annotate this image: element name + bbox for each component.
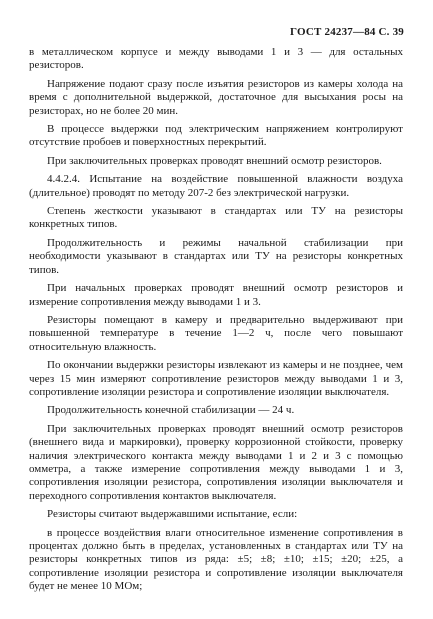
paragraph-9: Резисторы помещают в камеру и предварительно выдерживают при повышенной температуре в течение 1—2 ч, после чего повышают относительную влажность. — [29, 313, 403, 353]
paragraph-7: Продолжительность и режимы начальной стабилизации при необходимости указывают в стандартах или ТУ на резисторы конкретных типов. — [29, 236, 403, 276]
paragraph-10: По окончании выдержки резисторы извлекают из камеры и не позднее, чем через 15 мин измеряют сопротивление резисторов между выводами 1 и 3, сопротивление изоляции резистора и сопротивление изоляции выключателя. — [29, 359, 403, 398]
paragraph-6: Степень жесткости указывают в стандартах или ТУ на резисторы конкретных типов. — [29, 205, 403, 231]
paragraph-14: в процессе воздействия влаги относительное изменение сопротивления в процентах должно быть в пределах, установленных в стандартах или ТУ на резисторы конкретных типов из ряда: ±5; ±8; ±10; ±15; ±20; ±25, а сопротивление изоляции резистора и сопротивление изоляции выключателя будет не менее 10 МОм; — [29, 526, 403, 593]
paragraph-13: Резисторы считают выдержавшими испытание, если: — [47, 508, 298, 521]
paragraph-11: Продолжительность конечной стабилизации — 24 ч. — [47, 404, 295, 417]
paragraph-4: При заключительных проверках проводят внешний осмотр резисторов. — [47, 154, 382, 167]
paragraph-3: В процессе выдержки под электрическим напряжением контролируют отсутствие пробоев и поверхностных перекрытий. — [29, 123, 403, 149]
paragraph-12: При заключительных проверках проводят внешний осмотр резисторов (внешнего вида и маркировки), проверку коррозионной стойкости, проверку наличия электрического контакта между выводами 1 и 2 и 3 с помощью омметра, а также измерение сопротивления между выводами 1 и 3, сопротивления изоляции резистора, сопротивления изоляции выключателя и переходного сопротивления контактов выключателя. — [29, 422, 403, 502]
paragraph-8: При начальных проверках проводят внешний осмотр резисторов и измерение сопротивления между выводами 1 и 3. — [29, 282, 403, 308]
paragraph-1: в металлическом корпусе и между выводами 1 и 3 — для остальных резисторов. — [29, 46, 403, 72]
paragraph-5: 4.4.2.4. Испытание на воздействие повышенной влажности воздуха (длительное) проводят по методу 207-2 без электрической нагрузки. — [29, 173, 403, 199]
document-body — [29, 46, 403, 599]
page-header: ГОСТ 24237—84 С. 39 — [290, 26, 404, 38]
paragraph-2: Напряжение подают сразу после изъятия резисторов из камеры холода на время с дополнительной выдержкой, достаточное для высыхания росы на резисторах, но не более 20 мин. — [29, 77, 403, 117]
